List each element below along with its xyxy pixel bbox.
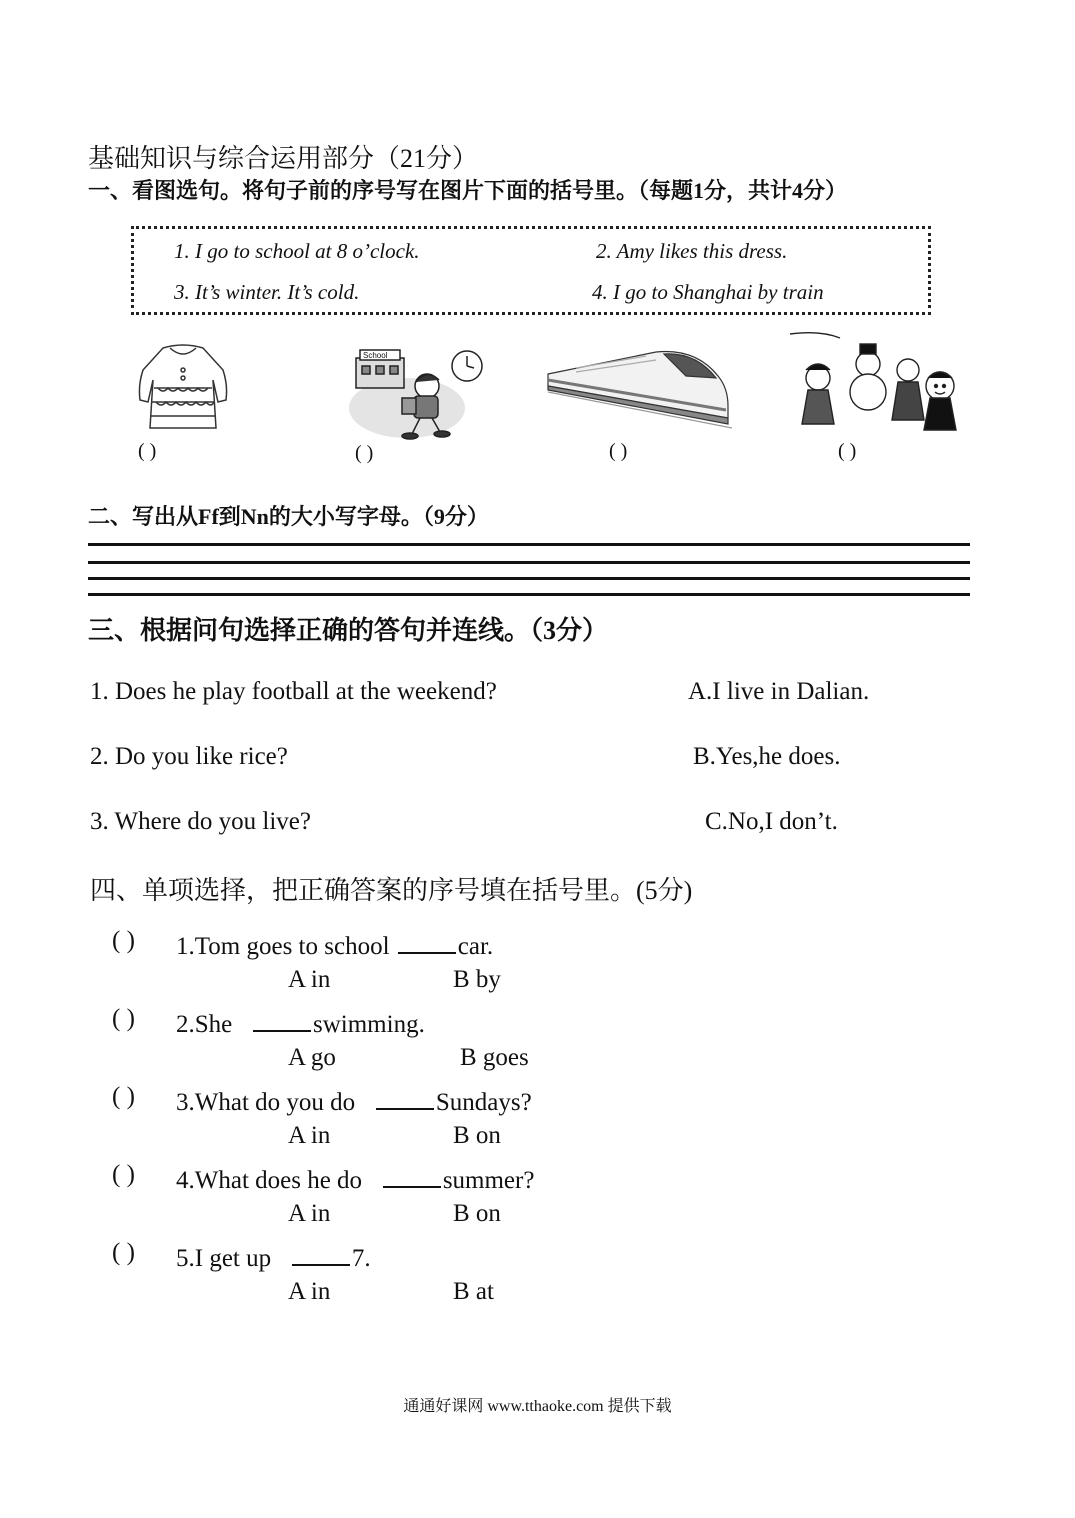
sentence-box: [131, 226, 931, 315]
mc-item-2: [176, 1005, 425, 1039]
sentence-3: 3. It’s winter. It’s cold.: [174, 280, 360, 304]
writing-line-3[interactable]: [88, 577, 970, 580]
section-3-title: 三、根据问句选择正确的答句并连线。（3分）: [88, 616, 609, 645]
train-icon: [546, 346, 736, 430]
answer-c: C.No,I don’t.: [705, 808, 838, 835]
mc-item-5-option-a: A in: [288, 1278, 331, 1305]
page-footer: 通通好课网 www.tthaoke.com 提供下载: [403, 1398, 672, 1415]
mc-item-1-stem: 1.Tom goes to school: [176, 933, 390, 960]
sentence-1: 1. I go to school at 8 o’clock.: [174, 239, 420, 263]
mc-paren-3[interactable]: ( ): [112, 1083, 135, 1110]
mc-paren-2[interactable]: ( ): [112, 1005, 135, 1032]
mc-item-2-tail: swimming.: [313, 1011, 425, 1038]
mc-item-3-option-b: B on: [453, 1122, 501, 1149]
answer-b: B.Yes,he does.: [693, 743, 841, 770]
mc-item-1: [176, 927, 493, 961]
question-1: 1. Does he play football at the weekend?: [90, 678, 497, 705]
writing-line-1[interactable]: [88, 543, 970, 546]
mc-item-5-tail: 7.: [351, 1245, 371, 1272]
mc-item-1-option-b: B by: [453, 966, 501, 993]
mc-item-4-stem: 4.What does he do: [176, 1167, 363, 1194]
section-1-title: 一、看图选句。将句子前的序号写在图片下面的括号里。（每题1分，共计4分）: [88, 178, 848, 203]
mc-item-3-stem: 3.What do you do: [176, 1089, 356, 1116]
writing-line-2[interactable]: [88, 561, 970, 564]
answer-paren-3[interactable]: ( ): [609, 440, 628, 462]
answer-paren-2[interactable]: ( ): [355, 442, 374, 464]
mc-item-1-blank: [398, 927, 456, 954]
school-sign-text: School: [363, 351, 388, 360]
mc-item-1-option-a: A in: [288, 966, 331, 993]
answer-paren-4[interactable]: ( ): [838, 440, 857, 462]
sentence-4: 4. I go to Shanghai by train: [592, 280, 824, 304]
mc-item-3-tail: Sundays?: [435, 1089, 532, 1116]
mc-item-4-tail: summer?: [442, 1167, 535, 1194]
mc-item-5-blank: [292, 1239, 350, 1266]
sentence-2: 2. Amy likes this dress.: [596, 239, 788, 263]
mc-item-3: [176, 1083, 532, 1117]
mc-item-2-option-a: A go: [288, 1044, 336, 1071]
mc-item-3-blank: [376, 1083, 434, 1110]
question-2: 2. Do you like rice?: [90, 743, 288, 770]
boy-going-to-school-icon: [342, 346, 490, 442]
mc-item-3-option-a: A in: [288, 1122, 331, 1149]
snowman-children-icon: [790, 330, 962, 434]
mc-paren-5[interactable]: ( ): [112, 1239, 135, 1266]
mc-item-5-stem: 5.I get up: [176, 1245, 272, 1272]
writing-line-4[interactable]: [88, 593, 970, 596]
page-heading: 基础知识与综合运用部分（21分）: [88, 144, 479, 173]
mc-item-4: [176, 1161, 534, 1195]
mc-paren-1[interactable]: ( ): [112, 927, 135, 954]
mc-item-4-option-a: A in: [288, 1200, 331, 1227]
answer-paren-1[interactable]: ( ): [138, 440, 157, 462]
mc-item-4-option-b: B on: [453, 1200, 501, 1227]
mc-item-5: [176, 1239, 371, 1273]
mc-item-2-option-b: B goes: [460, 1044, 529, 1071]
mc-item-1-tail: car.: [457, 933, 494, 960]
question-3: 3. Where do you live?: [90, 808, 311, 835]
dress-icon: [128, 340, 238, 432]
mc-item-5-option-b: B at: [453, 1278, 494, 1305]
section-4-title: 四、单项选择，把正确答案的序号填在括号里。(5分): [90, 876, 693, 905]
mc-item-4-blank: [383, 1161, 441, 1188]
mc-item-2-stem: 2.She: [176, 1011, 233, 1038]
section-2-title: 二、写出从Ff到Nn的大小写字母。（9分）: [88, 504, 489, 529]
mc-item-2-blank: [253, 1005, 311, 1032]
mc-paren-4[interactable]: ( ): [112, 1161, 135, 1188]
answer-a: A.I live in Dalian.: [688, 678, 870, 705]
